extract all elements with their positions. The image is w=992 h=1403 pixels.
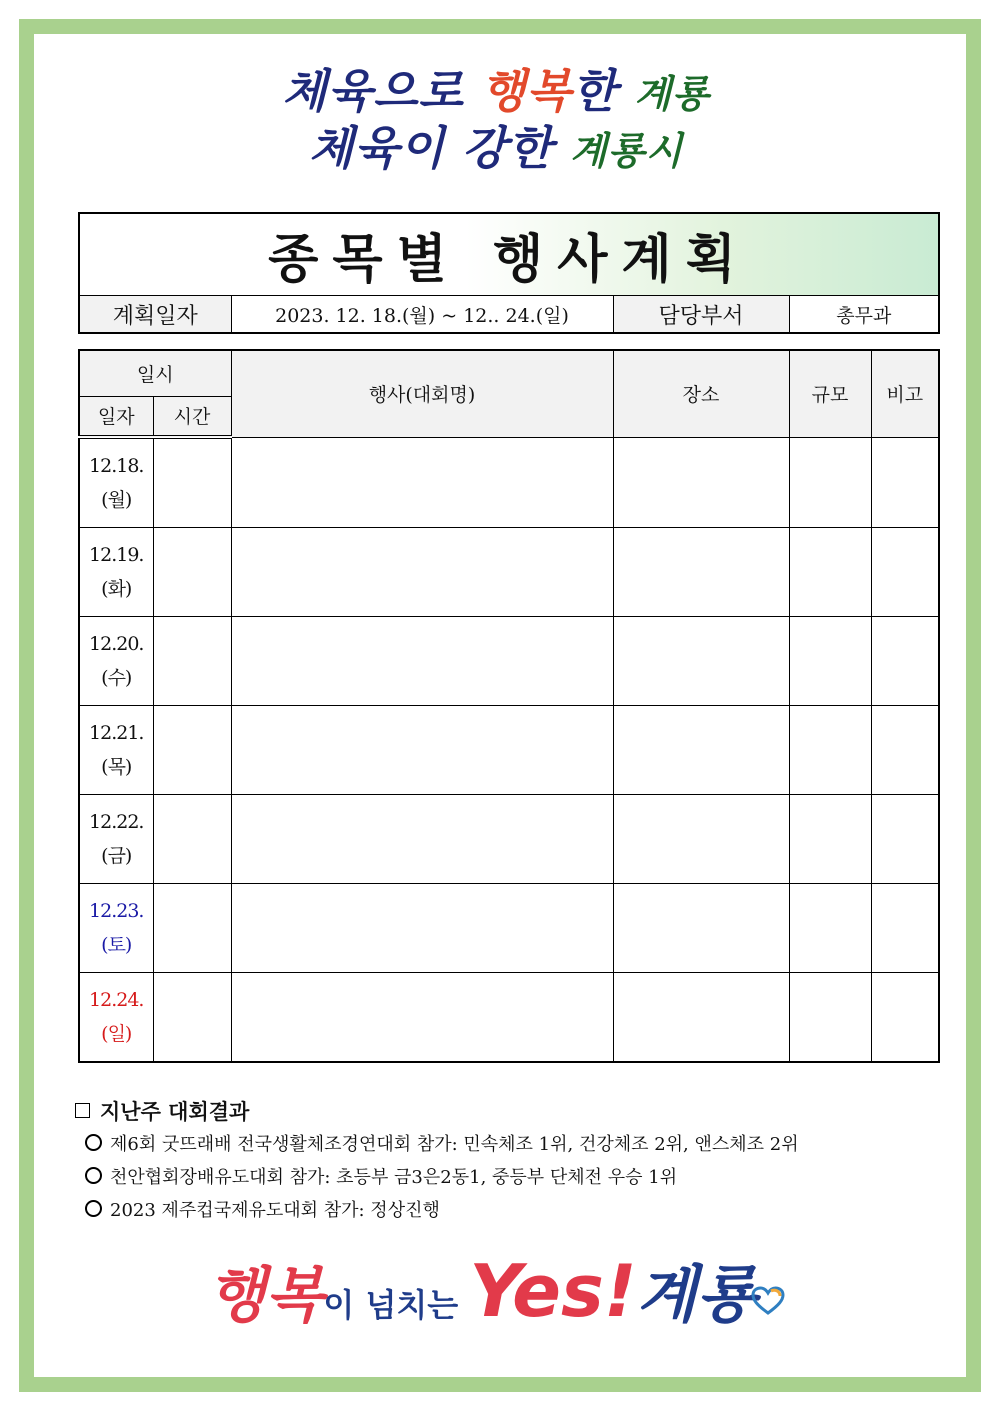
- title-table: [78, 212, 940, 334]
- note-cell: [871, 706, 939, 795]
- place-cell: [613, 528, 789, 617]
- date-cell: [79, 884, 153, 973]
- table-row: [79, 528, 939, 617]
- table-row: [79, 884, 939, 973]
- scale-cell: [789, 973, 871, 1063]
- note-cell: [871, 528, 939, 617]
- slogan-text: 계룡: [634, 72, 710, 116]
- slogan-text: 행복: [481, 64, 572, 118]
- header-date: 일자: [79, 396, 153, 437]
- footer-text: Yes!: [469, 1249, 637, 1333]
- place-cell: [613, 884, 789, 973]
- header-place: 장소: [613, 350, 789, 437]
- dept-value: 총무과: [789, 296, 939, 334]
- note-cell: [871, 795, 939, 884]
- row-day: (수): [101, 667, 132, 689]
- row-date: 12.23.: [89, 900, 144, 922]
- list-item: [75, 1161, 935, 1194]
- result-text: 제6회 굿뜨래배 전국생활체조경연대회 참가: 민속체조 1위, 건강체조 2위, 앤스체조 2위: [110, 1134, 799, 1155]
- date-cell: [79, 528, 153, 617]
- list-item: [75, 1128, 935, 1161]
- place-cell: [613, 973, 789, 1063]
- slogan-text: 체육: [308, 121, 400, 175]
- event-cell: [231, 884, 613, 973]
- event-cell: [231, 528, 613, 617]
- place-cell: [613, 706, 789, 795]
- scale-cell: [789, 617, 871, 706]
- square-bullet-icon: [75, 1103, 90, 1118]
- footer-logo: [0, 1245, 992, 1355]
- scale-cell: [789, 706, 871, 795]
- time-cell: [153, 884, 231, 973]
- header-scale: 규모: [789, 350, 871, 437]
- place-cell: [613, 795, 789, 884]
- time-cell: [153, 528, 231, 617]
- page-title: 종목별 행사계획: [79, 213, 939, 296]
- header-time: 시간: [153, 396, 231, 437]
- table-row: [79, 795, 939, 884]
- slogan-text: 한: [571, 64, 635, 118]
- table-row: [79, 973, 939, 1063]
- table-row: [79, 617, 939, 706]
- scale-cell: [789, 528, 871, 617]
- row-date: 12.18.: [89, 455, 144, 477]
- circle-bullet-icon: [85, 1134, 102, 1151]
- scale-cell: [789, 437, 871, 528]
- event-cell: [231, 706, 613, 795]
- date-cell: [79, 437, 153, 528]
- plan-date-label: 계획일자: [79, 296, 231, 334]
- note-cell: [871, 973, 939, 1063]
- time-cell: [153, 795, 231, 884]
- row-date: 12.22.: [89, 811, 144, 833]
- row-date: 12.21.: [89, 722, 144, 744]
- time-cell: [153, 973, 231, 1063]
- event-cell: [231, 795, 613, 884]
- row-date: 12.24.: [89, 989, 144, 1011]
- last-week-results: [75, 1096, 935, 1227]
- slogan-text: 계룡시: [570, 129, 684, 173]
- slogan-line-2: [0, 112, 992, 178]
- plan-date-value: 2023. 12. 18.(월) ~ 12.. 24.(일): [231, 296, 613, 334]
- footer-text: 이 넘치는: [323, 1286, 470, 1324]
- heart-icon: [751, 1286, 785, 1316]
- row-day: (화): [101, 578, 132, 600]
- results-title: 지난주 대회결과: [100, 1100, 250, 1124]
- table-row: [79, 706, 939, 795]
- note-cell: [871, 617, 939, 706]
- results-heading: [75, 1096, 935, 1128]
- result-text: 2023 제주컵국제유도대회 참가: 정상진행: [110, 1200, 440, 1221]
- event-cell: [231, 617, 613, 706]
- row-day: (금): [101, 845, 132, 867]
- time-cell: [153, 617, 231, 706]
- date-cell: [79, 973, 153, 1063]
- footer-text: 계룡: [636, 1258, 757, 1331]
- row-day: (목): [101, 756, 132, 778]
- row-day: (토): [101, 934, 132, 956]
- row-day: (일): [101, 1023, 132, 1045]
- date-cell: [79, 706, 153, 795]
- result-text: 천안협회장배유도대회 참가: 초등부 금3은2동1, 중등부 단체전 우승 1위: [110, 1167, 678, 1188]
- slogan-text: 체육으로: [282, 64, 481, 118]
- date-cell: [79, 795, 153, 884]
- time-cell: [153, 437, 231, 528]
- header-datetime: 일시: [79, 350, 231, 396]
- time-cell: [153, 706, 231, 795]
- row-day: (월): [101, 489, 132, 511]
- place-cell: [613, 437, 789, 528]
- row-date: 12.19.: [89, 544, 144, 566]
- scale-cell: [789, 884, 871, 973]
- date-cell: [79, 617, 153, 706]
- scale-cell: [789, 795, 871, 884]
- list-item: [75, 1194, 935, 1227]
- header-event: 행사(대회명): [231, 350, 613, 437]
- dept-label: 담당부서: [613, 296, 789, 334]
- row-date: 12.20.: [89, 633, 144, 655]
- event-cell: [231, 973, 613, 1063]
- event-cell: [231, 437, 613, 528]
- header-note: 비고: [871, 350, 939, 437]
- circle-bullet-icon: [85, 1167, 102, 1184]
- footer-text: 행복: [207, 1261, 324, 1331]
- table-row: [79, 437, 939, 528]
- note-cell: [871, 437, 939, 528]
- place-cell: [613, 617, 789, 706]
- circle-bullet-icon: [85, 1200, 102, 1217]
- schedule-table: [78, 349, 940, 1063]
- note-cell: [871, 884, 939, 973]
- slogan-text: 이 강한: [399, 121, 571, 175]
